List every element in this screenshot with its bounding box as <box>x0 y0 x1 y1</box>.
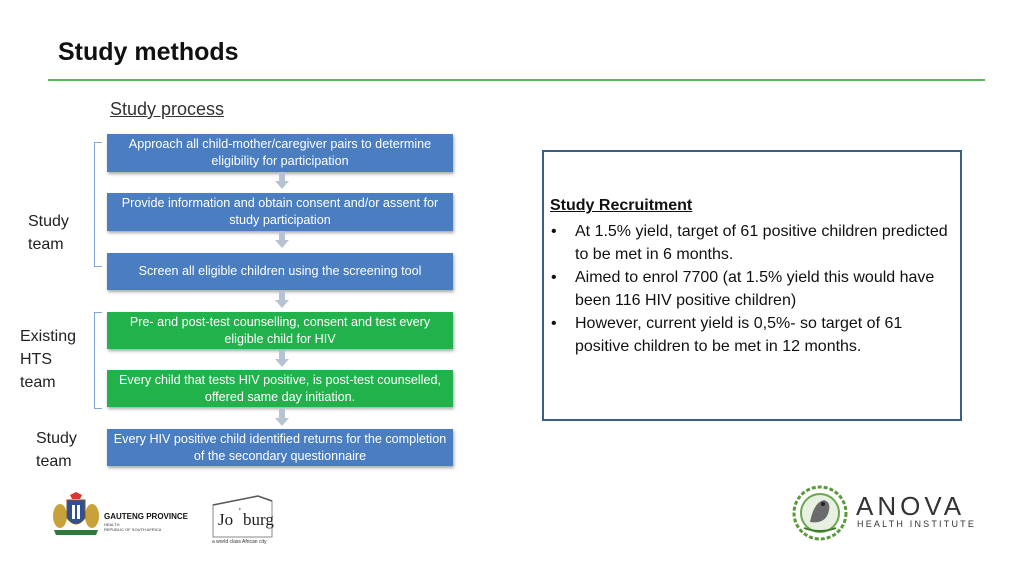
list-item: • Aimed to enrol 7700 (at 1.5% yield this would have been 116 HIV positive children) <box>550 266 950 312</box>
recruitment-list <box>550 220 950 358</box>
flow-step-questionnaire: Every HIV positive child identified returns for the completion of the secondary questionnaire <box>107 429 453 466</box>
anova-wordmark: ANOVA <box>856 491 966 521</box>
flow-step-initiation: Every child that tests HIV positive, is post-test counselled, offered same day initiation. <box>107 370 453 407</box>
group-label-study-team-2: Study team <box>36 430 77 470</box>
gauteng-coat-of-arms-icon <box>50 492 102 536</box>
title-underline <box>48 79 985 81</box>
list-item: • However, current yield is 0,5%- so target of 61 positive children to be met in 12 months. <box>550 312 950 358</box>
list-item: • At 1.5% yield, target of 61 positive children predicted to be met in 6 months. <box>550 220 950 266</box>
down-arrow-icon <box>275 240 289 248</box>
down-arrow-icon <box>275 418 289 426</box>
group-label-study-team: Study team <box>28 213 69 253</box>
group-label-hts-team: Existing HTS team <box>20 328 77 391</box>
group-bracket-study-team <box>94 142 102 267</box>
flow-step-screen: Screen all eligible children using the screening tool <box>107 253 453 290</box>
down-arrow-icon <box>275 181 289 189</box>
page-title: Study methods <box>58 38 239 66</box>
down-arrow-icon <box>275 300 289 308</box>
svg-text:Jo: Jo <box>218 510 234 529</box>
svg-text:burg: burg <box>243 510 274 529</box>
flow-title: Study process <box>110 99 225 119</box>
anova-emblem-icon <box>792 484 848 542</box>
recruitment-heading: Study Recruitment <box>550 197 693 214</box>
joburg-logo <box>212 493 274 539</box>
anova-subtitle: HEALTH INSTITUTE <box>857 519 977 529</box>
gauteng-logo-subtext-2: REPUBLIC OF SOUTH AFRICA <box>104 527 162 532</box>
svg-text:': ' <box>239 507 241 518</box>
flow-step-counselling: Pre- and post-test counselling, consent and test every eligible child for HIV <box>107 312 453 349</box>
down-arrow-icon <box>275 359 289 367</box>
group-bracket-hts-team <box>94 312 102 409</box>
joburg-tagline: a world class African city <box>212 539 267 545</box>
gauteng-logo-subtext: HEALTH <box>104 522 120 527</box>
gauteng-logo-text: GAUTENG PROVINCE <box>104 512 189 521</box>
flow-step-approach: Approach all child-mother/caregiver pairs to determine eligibility for participation <box>107 134 453 172</box>
flow-step-consent: Provide information and obtain consent and/or assent for study participation <box>107 193 453 231</box>
